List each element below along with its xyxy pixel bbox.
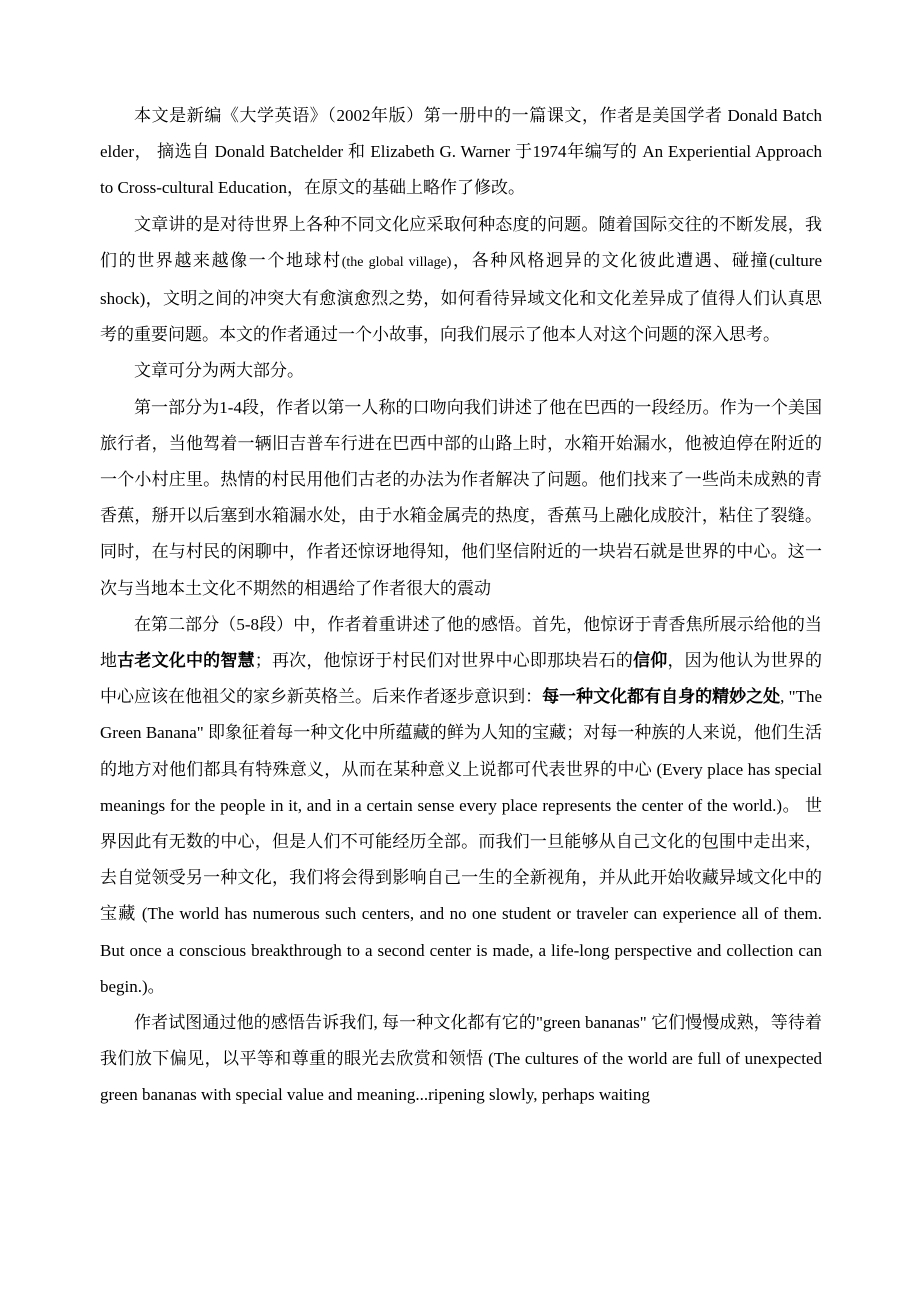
paragraph-6-text: 作者试图通过他的感悟告诉我们, 每一种文化都有它的"green bananas" 它们慢慢成熟，等待着我们放下偏见，以平等和尊重的眼光去欣赏和领悟 (The cultures of the world are full of unexpected green bananas with special value and meaning...ripening slowly, perhaps waiting	[100, 1013, 822, 1105]
paragraph-2-text-a: 文章讲的是对待世界上各种不同文化应采取何种态度的问题。随着国际交往的不断发展，我们的世界越来越像一个地球村	[100, 214, 822, 270]
ancient-wisdom-emphasis: 古老文化中的智慧	[117, 651, 255, 671]
paragraph-5-text-c: ；再次，他惊讶于村民们对世界中心即那块岩石的	[254, 651, 634, 671]
paragraph-1	[100, 98, 822, 207]
paragraph-5-text-e: ，因为他认为世界的中心应该在他祖父的家乡新英格兰。后来作者逐步意识到：	[100, 651, 823, 707]
document-page	[100, 98, 822, 1114]
paragraph-3	[100, 353, 822, 389]
paragraph-5-text-a: 在第二部分（5-8段）中，作者着重讲述了他的感悟。首先，他惊讶于青香焦所展示给他的当地	[100, 614, 822, 671]
paragraph-5-text-g: , "The Green Banana" 即象征着每一种文化中所蕴藏的鲜为人知的宝藏；对每一种族的人来说，他们生活的地方对他们都具有特殊意义，从而在某种意义上说都可代表世界的中心 (Every place has special meanings for the people in it, and in a certain sense every place represents the center of the world.)。 世界因此有无数的中心，但是人们不可能经历全部。而我们一旦能够从自己文化的包围中走出来，去自觉领受另一种文化，我们将会得到影响自己一生的全新视角，并从此开始收藏异域文化中的宝藏 (The world has numerous such centers, and no one student or traveler can experience all of them. But once a conscious breakthrough to a second center is made, a life-long perspective and collection can begin.)。	[100, 687, 822, 996]
paragraph-4-text: 第一部分为1-4段，作者以第一人称的口吻向我们讲述了他在巴西的一段经历。作为一个美国旅行者，当他驾着一辆旧吉普车行进在巴西中部的山路上时，水箱开始漏水，他被迫停在附近的一个小村庄里。热情的村民用他们古老的办法为作者解决了问题。他们找来了一些尚未成熟的青香蕉，掰开以后塞到水箱漏水处，由于水箱金属壳的热度，香蕉马上融化成胶汁，粘住了裂缝。同时，在与村民的闲聊中，作者还惊讶地得知，他们坚信附近的一块岩石就是世界的中心。这一次与当地本土文化不期然的相遇给了作者很大的震动	[100, 397, 822, 598]
paragraph-2	[100, 207, 822, 354]
paragraph-1-text: 本文是新编《大学英语》（2002年版）第一册中的一篇课文，作者是美国学者 Donald Batch elder， 摘选自 Donald Batchelder 和 Elizabeth G. Warner 于1974年编写的 An Experiential Approach to Cross-cultural Education，在原文的基础上略作了修改。	[100, 106, 822, 198]
paragraph-5	[100, 607, 822, 1005]
paragraph-6	[100, 1005, 822, 1114]
paragraph-3-text: 文章可分为两大部分。	[134, 361, 304, 381]
every-culture-emphasis: 每一种文化都有自身的精妙之处	[542, 687, 781, 707]
paragraph-4	[100, 390, 822, 607]
paragraph-2-text-c: ，各种风格迥异的文化彼此遭遇、碰撞(culture shock)，文明之间的冲突大有愈演愈烈之势，如何看待异域文化和文化差异成了值得人们认真思考的重要问题。本文的作者通过一个小故事，向我们展示了他本人对这个问题的深入思考。	[100, 250, 823, 345]
belief-emphasis: 信仰	[633, 651, 668, 671]
global-village-term: (the global village)	[341, 254, 452, 270]
